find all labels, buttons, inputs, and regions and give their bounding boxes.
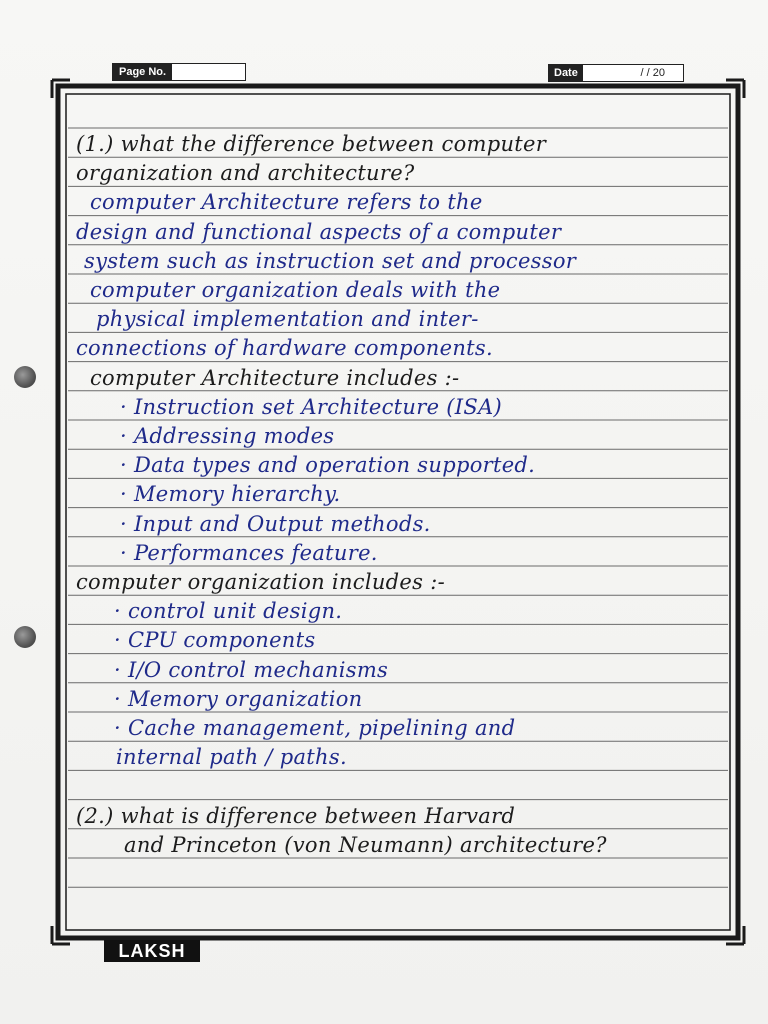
brand-logo: LAKSH [104,940,200,962]
note-line: internal path / paths. [116,745,347,770]
note-line: · Memory organization [114,686,363,711]
note-line: · I/O control mechanisms [114,657,389,682]
punch-hole-bottom [14,626,36,648]
note-line: physical implementation and inter- [96,307,479,332]
note-line: · CPU components [114,628,316,653]
date-value: / / 20 [640,67,665,79]
note-line: design and functional aspects of a computer [76,219,562,244]
note-line: · Instruction set Architecture (ISA) [120,394,503,419]
punch-hole-top [14,366,36,388]
note-line: · control unit design. [114,599,343,624]
note-line: system such as instruction set and processor [84,248,577,273]
note-line: computer organization includes :- [76,570,445,594]
note-line: · Input and Output methods. [120,511,431,536]
note-line: and Princeton (von Neumann) architecture? [124,832,607,857]
note-line: · Data types and operation supported. [120,453,536,478]
page-number-field [112,63,246,81]
note-line: (2.) what is difference between Harvard [76,803,516,828]
note-line: connections of hardware components. [76,336,493,361]
note-line: organization and architecture? [76,161,415,186]
note-line: · Cache management, pipelining and [114,716,516,740]
note-line: (1.) what the difference between computer [76,132,547,156]
date-label: Date [549,65,583,81]
page-number-label: Page No. [113,64,172,80]
date-field [548,64,684,82]
note-line: computer organization deals with the [90,278,501,302]
note-line: · Performances feature. [120,540,378,565]
note-line: · Memory hierarchy. [120,482,341,507]
note-line: · Addressing modes [120,424,335,448]
note-line: computer Architecture includes :- [90,365,460,390]
note-line: computer Architecture refers to the [90,190,483,215]
